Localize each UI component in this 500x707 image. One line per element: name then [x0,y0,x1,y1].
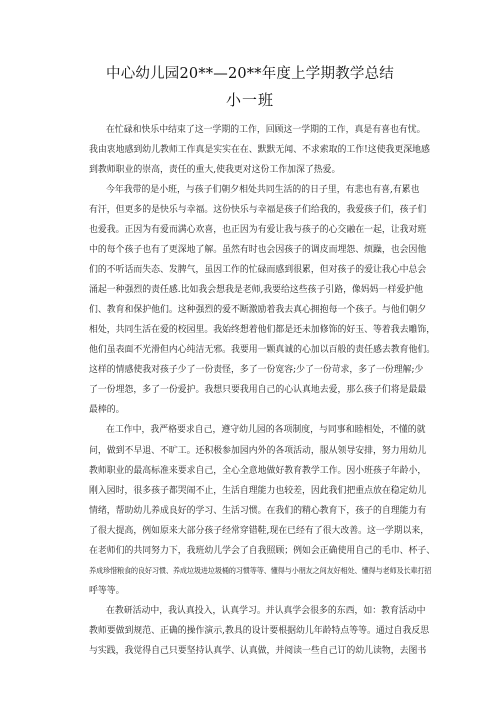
paragraph-line: 他们虽表面不光滑但内心纯洁无邪。我要用一颗真诚的心加以百般的责任感去教育他们。 [89,345,436,356]
paragraph-line: 有汗，但更多的是快乐与幸福。这份快乐与幸福是孩子们给我的，我爱孩子们，孩子们 [89,205,427,216]
paragraph-line: 我由衷地感到幼儿教师工作真是实实在在、默默无闻、不求索取的工作!这使我更深地感 [89,145,430,156]
paragraph-line: 情绪，帮助幼儿养成良好的学习、生活习惯。在我们的精心教育下，孩子的自理能力有 [89,505,427,516]
paragraph-line: 们、教育和保护他们。这种强烈的爱不断激励着我去真心拥抱每一个孩子。与他们朝夕 [89,305,427,316]
paragraph-line: 今年我带的是小班，与孩子们朝夕相处共同生活的的日子里，有悲也有喜,有累也 [106,185,420,196]
paragraph-line: 在老师们的共同努力下，我班幼儿学会了自我照顾；例如会正确使用自己的毛巾、杯子、 [89,545,436,556]
document-subtitle: 小一班 [225,91,274,109]
paragraph-line: 呼等等。 [89,585,125,596]
document-title: 中心幼儿园20**—20**年度上学期教学总结 [106,66,394,82]
document-body [89,120,436,661]
paragraph-line: 这样的情感使我对孩子少了一份责怪，多了一份宽容;少了一份苛求，多了一份理解;少 [89,365,424,376]
paragraph-line: 也爱我。正因为有爱而满心欢喜，也正因为有爱让我与孩子的心交融在一起，让我对班 [89,225,427,236]
paragraph-line: 最棒的。 [89,405,125,416]
paragraph-line: 问，做到不早退、不旷工。还积极参加园内外的各项活动，服从领导安排，努力用幼儿 [89,445,427,456]
paragraph-line: 涌起一种强烈的责任感.比如我会想我是老师,我要给这些孩子引路，像妈妈一样爱护他 [89,285,424,296]
paragraph-line: 刚入园时，很多孩子都哭闹不止，生活自理能力也较差，因此我们把重点放在稳定幼儿 [89,485,427,496]
paragraph-line: 中的每个孩子也有了更深地了解。虽然有时也会因孩子的调皮而埋怨、烦躁，也会因他 [89,245,427,256]
paragraph-line: 了一份埋怨，多了一份爱护。我想只要我用自己的心认真地去爱，那么孩子们将是最最 [89,385,427,396]
paragraph-line: 教师要做到规范、正确的操作演示,教具的设计要根据幼儿年龄特点等等。通过自我反思 [89,625,430,636]
paragraph-line: 在忙碌和快乐中结束了这一学期的工作，回顾这一学期的工作，真是有喜也有忧。 [106,125,426,135]
paragraph-line: 到教师职业的崇高，责任的重大,使我更对这份工作加深了热爱。 [89,165,341,176]
paragraph-line: 在工作中，我严格要求自己，遵守幼儿园的各项制度，与同事和睦相处，不懂的就 [106,425,426,436]
paragraph-line: 了很大提高，例如原来大部分孩子经常穿错鞋,现在已经有了很大改善。这一学期以来， [89,525,430,536]
paragraph-line: 在教研活动中，我认真投入，认真学习。并认真学会很多的东西，如：教育活动中 [106,605,426,616]
paragraph-line: 教师职业的最高标准来要求自己，全心全意地做好教育教学工作。因小班孩子年龄小， [89,465,427,476]
paragraph-line: 与实践，我觉得自己只要坚持认真学、认真做，并阅读一些自己订的幼儿读物，去图书 [89,645,427,656]
paragraph-line: 相处，共同生活在爱的校园里。我始终想着他们都是还未加修饰的好玉、等着我去雕饰， [89,325,436,336]
paragraph-line: 们的不听话而失态、发脾气，虽因工作的忙碌而感到很累，但对孩子的爱让我心中总会 [89,265,427,276]
paragraph-line: 养成珍惜粮食的良好习惯、养成垃圾进垃圾桶的习惯等等、懂得与小朋友之间友好相处、懂得与老师及长辈打招 [89,565,432,575]
